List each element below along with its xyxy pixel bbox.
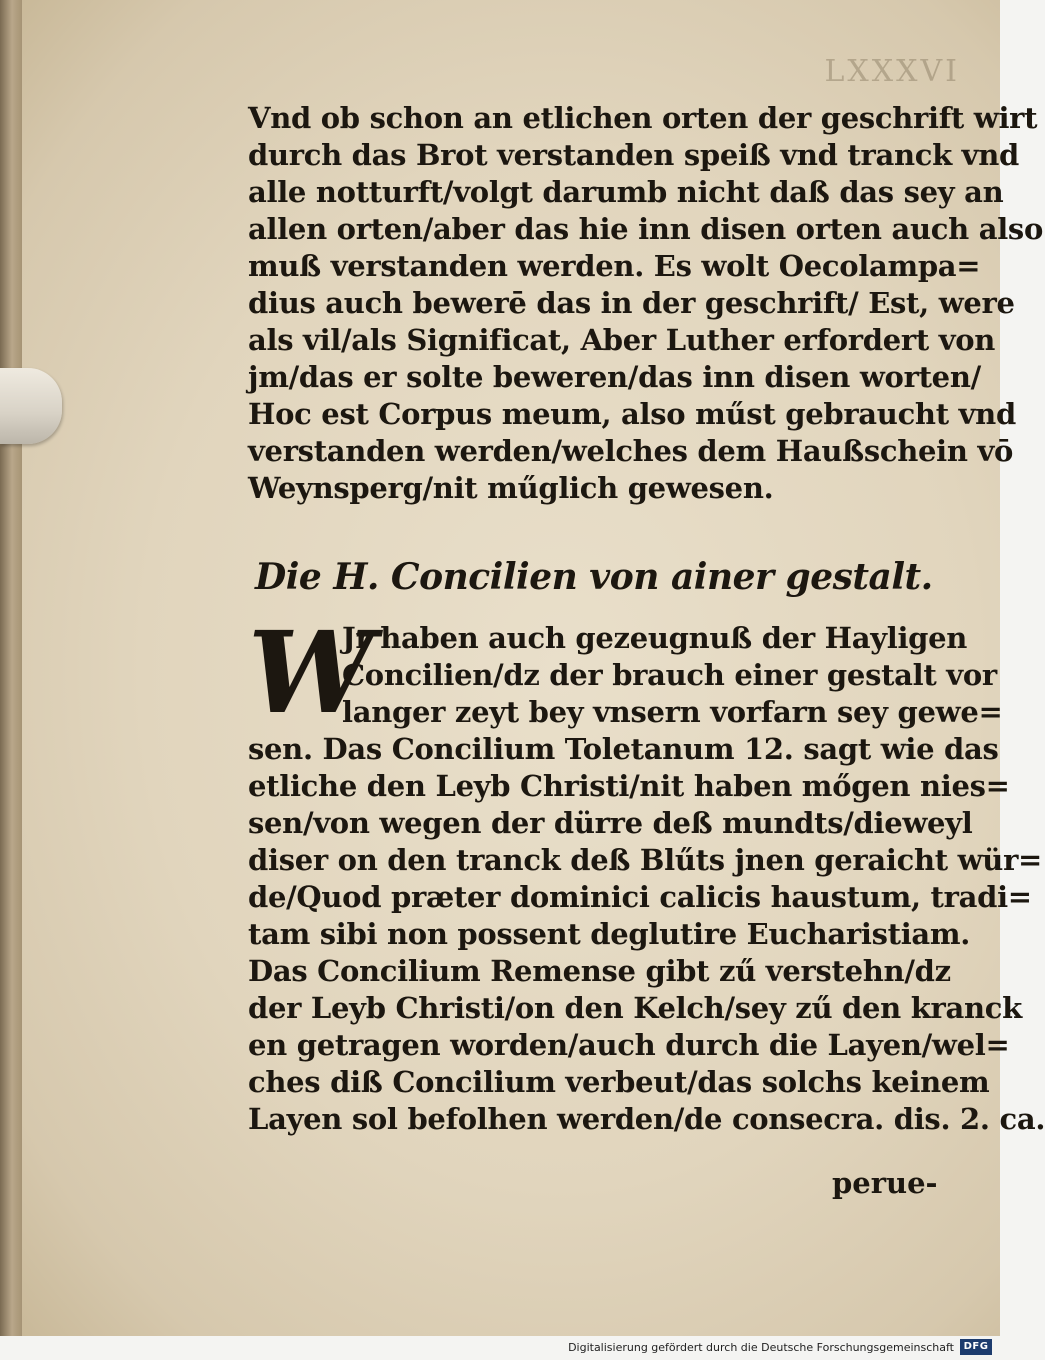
text-line: muß verstanden werden. Es wolt Oecolampa= <box>248 249 981 283</box>
text-line: Concilien/dz der brauch einer gestalt vor <box>342 658 997 692</box>
text-line: tam sibi non possent deglutire Eucharistiam. <box>248 917 971 951</box>
text-line: Hoc est Corpus meum, also műst gebraucht vnd <box>248 397 1016 431</box>
text-line: en getragen worden/auch durch die Layen/wel= <box>248 1028 1010 1062</box>
paragraph-2 <box>248 608 1045 1138</box>
text-line: alle notturft/volgt darumb nicht daß das sey an <box>248 175 1004 209</box>
text-line: jm/das er solte beweren/das inn disen worten/ <box>248 360 981 394</box>
dfg-logo-icon: DFG <box>960 1339 992 1355</box>
text-line: der Leyb Christi/on den Kelch/sey zű den kranck <box>248 991 1022 1025</box>
text-line: Vnd ob schon an etlichen orten der geschrift wirt <box>248 101 1038 135</box>
text-line: ches diß Concilium verbeut/das solchs keinem <box>248 1065 990 1099</box>
text-line: allen orten/aber das hie inn disen orten auch also <box>248 212 1044 246</box>
text-line: etliche den Leyb Christi/nit haben mőgen nies= <box>248 769 1010 803</box>
text-line: sen. Das Concilium Toletanum 12. sagt wie das <box>248 732 999 766</box>
text-line: langer zeyt bey vnsern vorfarn sey gewe= <box>342 695 1003 729</box>
text-line: de/Quod præter dominici calicis haustum, tradi= <box>248 880 1032 914</box>
text-line: sen/von wegen der dürre deß mundts/dieweyl <box>248 806 973 840</box>
bookmark-strip <box>0 368 62 444</box>
text-line: dius auch bewerē das in der geschrift/ Est, were <box>248 286 1015 320</box>
text-line: Das Concilium Remense gibt zű verstehn/dz <box>248 954 951 988</box>
text-line: Jr haben auch gezeugnuß der Hayligen <box>342 621 968 655</box>
footer-bar <box>0 1336 1000 1360</box>
folio-number: LXXXVI <box>824 54 960 89</box>
text-line: Weynsperg/nit műglich gewesen. <box>248 471 774 505</box>
funding-credit: Digitalisierung gefördert durch die Deutsche Forschungsgemeinschaft <box>568 1341 954 1354</box>
text-line: durch das Brot verstanden speiß vnd tranck vnd <box>248 138 1019 172</box>
catchword: perue- <box>832 1166 938 1200</box>
drop-cap: W <box>248 608 374 739</box>
paragraph-1 <box>248 100 1044 507</box>
text-line: diser on den tranck deß Blűts jnen geraicht wür= <box>248 843 1043 877</box>
section-heading: Die H. Concilien von ainer gestalt. <box>255 556 933 598</box>
text-line: als vil/als Significat, Aber Luther erfordert von <box>248 323 996 357</box>
text-line: verstanden werden/welches dem Haußschein vō <box>248 434 1014 468</box>
text-line: Layen sol befolhen werden/de consecra. dis. 2. ca. <box>248 1102 1045 1136</box>
